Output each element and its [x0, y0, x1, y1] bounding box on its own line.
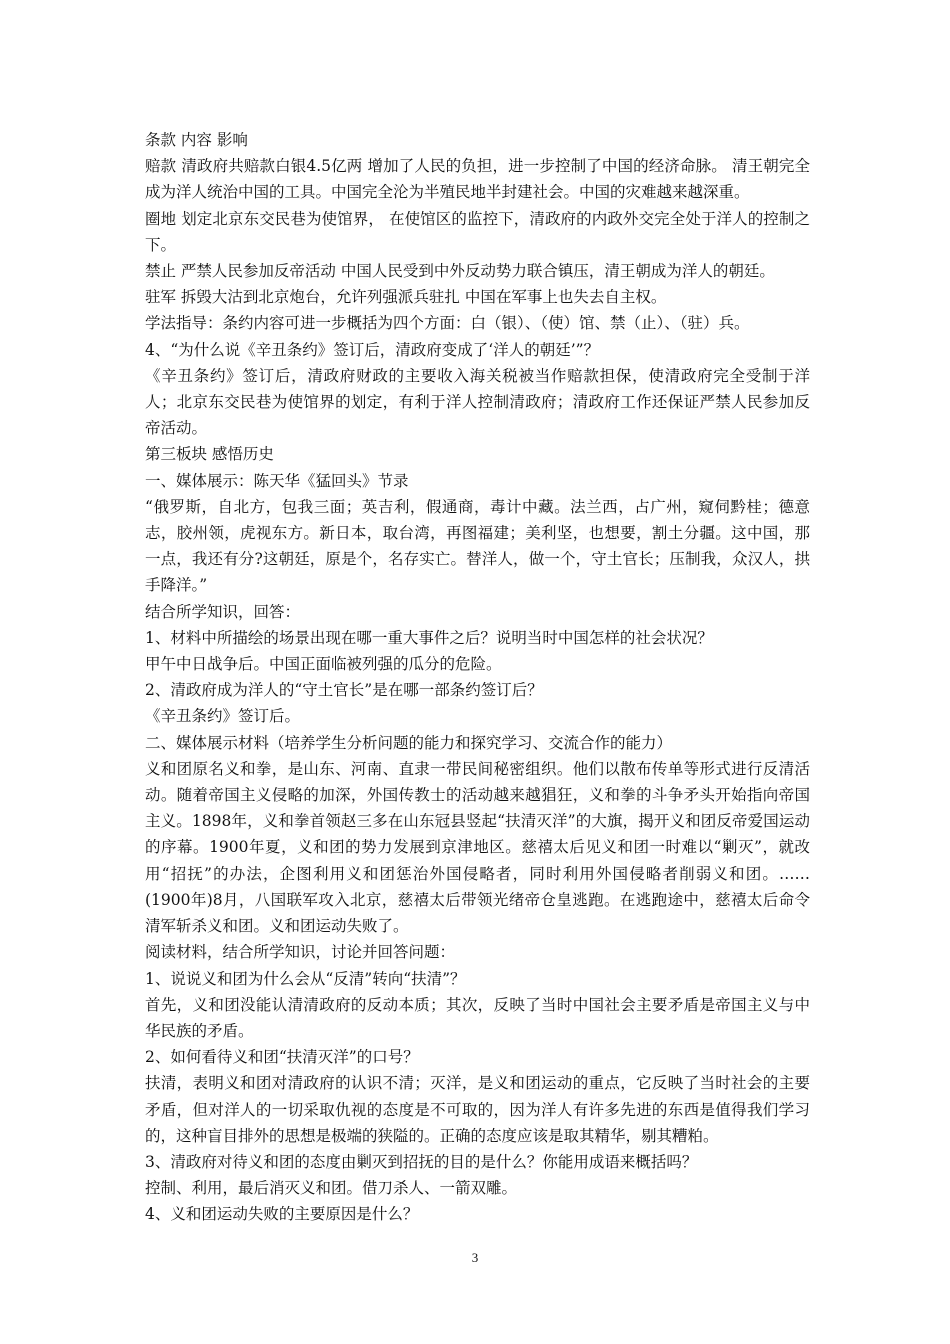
clause-indemnity: 赔款 清政府共赔款白银4.5亿两 增加了人民的负担，进一步控制了中国的经济命脉。 清王朝完全成为洋人统治中国的工具。中国完全沦为半殖民地半封建社会。中国的灾难越来越深重。 — [145, 157, 810, 202]
media-heading-1: 一、媒体展示：陈天华《猛回头》节录 — [145, 471, 409, 490]
answer-4: 《辛丑条约》签订后，清政府财政的主要收入海关税被当作赔款担保，使清政府完全受制于洋人；北京东交民巷为使馆界的划定，有利于洋人控制清政府；清政府工作还保证严禁人民参加反帝活动。 — [145, 366, 810, 438]
question-1b: 1、说说义和团为什么会从“反清”转向“扶清”？ — [145, 969, 466, 988]
question-3b: 3、清政府对待义和团的态度由剿灭到招抚的目的是什么？你能用成语来概括吗？ — [145, 1152, 698, 1171]
instruction-2: 阅读材料，结合所学知识，讨论并回答问题： — [145, 943, 456, 962]
answer-2b: 扶清，表明义和团对清政府的认识不清；灭洋，是义和团运动的重点，它反映了当时社会的主要矛盾，但对洋人的一切采取仇视的态度是不可取的，因为洋人有许多先进的东西是值得我们学习的，这种盲目排外的思想是极端的狭隘的。正确的态度应该是取其精华，剔其糟粕。 — [145, 1074, 810, 1145]
section-heading: 第三板块 感悟历史 — [145, 445, 274, 464]
table-header-line: 条款 内容 影响 — [145, 131, 248, 149]
media-heading-2: 二、媒体展示材料（培养学生分析问题的能力和探究学习、交流合作的能力） — [145, 733, 673, 752]
clause-prohibition: 禁止 严禁人民参加反帝活动 中国人民受到中外反动势力联合镇压，清王朝成为洋人的朝廷。 — [145, 262, 775, 281]
material-boxers: 义和团原名义和拳，是山东、河南、直隶一带民间秘密组织。他们以散布传单等形式进行反清活动。随着帝国主义侵略的加深，外国传教士的活动越来越猖狂，义和拳的斗争矛头开始指向帝国主义。1898年，义和拳首领赵三多在山东冠县竖起“扶清灭洋”的大旗，揭开义和团反帝爱国运动的序幕。1900年夏，义和团的势力发展到京津地区。慈禧太后见义和团一时难以“剿灭”，就改用“招抚”的办法，企图利用义和团惩治外国侵略者，同时利用外国侵略者削弱义和团。……(1900年)8月，八国联军攻入北京，慈禧太后带领光绪帝仓皇逃跑。在逃跑途中，慈禧太后命令清军斩杀义和团。义和团运动失败了。 — [145, 759, 810, 936]
answer-1a: 甲午中日战争后。中国正面临被列强的瓜分的危险。 — [145, 655, 502, 674]
question-1a: 1、材料中所描绘的场景出现在哪一重大事件之后？说明当时中国怎样的社会状况？ — [145, 628, 713, 647]
question-4b: 4、义和团运动失败的主要原因是什么？ — [145, 1205, 419, 1224]
answer-2a: 《辛丑条约》签订后。 — [145, 707, 301, 726]
question-4: 4、“为什么说《辛丑条约》签订后，清政府变成了‘洋人的朝廷’”？ — [145, 340, 600, 359]
study-guide: 学法指导：条约内容可进一步概括为四个方面：白（银）、（使）馆、禁（止）、（驻）兵。 — [145, 314, 750, 333]
clause-garrison: 驻军 拆毁大沽到北京炮台，允许列强派兵驻扎 中国在军事上也失去自主权。 — [145, 288, 667, 307]
answer-1b: 首先，义和团没能认清清政府的反动本质；其次，反映了当时中国社会主要矛盾是帝国主义与中华民族的矛盾。 — [145, 995, 810, 1040]
document-body — [145, 127, 810, 1228]
answer-3b: 控制、利用，最后消灭义和团。借刀杀人、一箭双雕。 — [145, 1179, 518, 1198]
quote-menghuitou: “俄罗斯，自北方，包我三面；英吉利，假通商，毒计中藏。法兰西，占广州，窥伺黔桂；德意志，胶州领，虎视东方。新日本，取台湾，再图福建；美利坚，也想要，割土分疆。这中国，那一点，我还有分?这朝廷，原是个，名存实亡。替洋人，做一个，守土官长；压制我，众汉人，拱手降洋。” — [145, 497, 810, 595]
question-2b: 2、如何看待义和团“扶清灭洋”的口号？ — [145, 1048, 419, 1067]
clause-legation: 圈地 划定北京东交民巷为使馆界， 在使馆区的监控下，清政府的内政外交完全处于洋人的控制之下。 — [145, 209, 810, 254]
instruction-1: 结合所学知识，回答： — [145, 602, 301, 621]
page-number: 3 — [471, 1250, 479, 1265]
question-2a: 2、清政府成为洋人的“守土官长”是在哪一部条约签订后？ — [145, 681, 543, 700]
